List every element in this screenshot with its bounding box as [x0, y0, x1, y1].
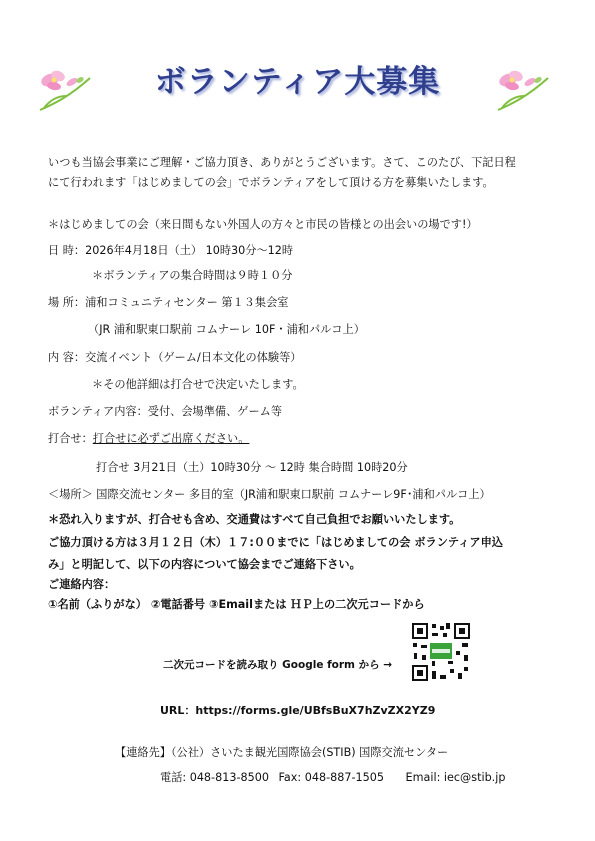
contact-org: 【連絡先】（公社）さいたま観光国際協会(STIB) 国際交流センター — [115, 746, 449, 759]
contents-label: ご連絡内容： — [48, 578, 116, 591]
event-date: 日 時：2026年4月18日（土） 10時30分～12時 — [48, 244, 294, 257]
place-access: （JR 浦和駅東口駅前 コムナーレ 10F・浦和パルコ上） — [88, 323, 365, 336]
form-url-link[interactable]: URL：https://forms.gle/UBfsBuX7hZvZX2YZ9 — [160, 704, 436, 717]
assembly-time: ＊ボランティアの集合時間は９時１０分 — [92, 269, 293, 282]
intro-line-2: にて行われます「はじめましての会」でボランティアをして頂ける方を募集いたします。 — [48, 176, 494, 189]
event-place: 場 所：浦和コミュニティセンター 第１３集会室 — [48, 296, 289, 309]
event-name: ＊はじめましての会（来日間もない外国人の方々と市民の皆様との出会いの場です!） — [48, 218, 478, 231]
event-content: 内 容：交流イベント（ゲーム/日本文化の体験等） — [48, 351, 302, 364]
meeting-note: 打合せに必ずご出席ください。 — [92, 432, 250, 445]
meeting-detail: 打合せ 3月21日（土）10時30分 ～ 12時 集合時間 10時20分 — [96, 461, 408, 474]
contact-phone: 電話: 048-813-8500 — [160, 771, 269, 784]
contact-fax: Fax: 048-887-1505 — [278, 771, 384, 784]
contents-items: ①名前（ふりがな） ②電話番号 ③Emailまたは ＨＰ上の二次元コードから — [48, 598, 425, 611]
transport-notice: ＊恐れ入りますが、打合せも含め、交通費はすべて自己負担でお願いいたします。 — [48, 513, 461, 526]
meeting-line — [48, 431, 249, 447]
volunteer-tasks: ボランティア内容：受付、会場準備、ゲーム等 — [48, 405, 283, 418]
apply-line-2: み」と明記して、以下の内容について協会までご連絡下さい。 — [48, 558, 361, 571]
apply-line-1: ご協力頂ける方は３月１２日（木）１７:００までに「はじめましての会 ボランティア申込 — [48, 536, 503, 549]
qr-code-icon[interactable] — [410, 621, 472, 683]
intro-line-1: いつも当協会事業にご理解・ご協力頂き、ありがとうございます。さて、このたび、下記日程 — [48, 156, 516, 169]
meeting-place: ＜場所＞ 国際交流センター 多目的室（JR浦和駅東口駅前 コムナーレ9F･浦和パルコ上） — [48, 488, 491, 501]
page-title: ボランティア大募集 — [154, 64, 441, 100]
contact-email[interactable]: Email: iec@stib.jp — [405, 771, 506, 784]
meeting-label: 打合せ： — [48, 432, 93, 445]
contact-details — [160, 769, 505, 785]
qr-caption: 二次元コードを読み取り Google form から → — [163, 659, 393, 671]
content-note: ＊その他詳細は打合せで決定いたします。 — [92, 378, 304, 391]
